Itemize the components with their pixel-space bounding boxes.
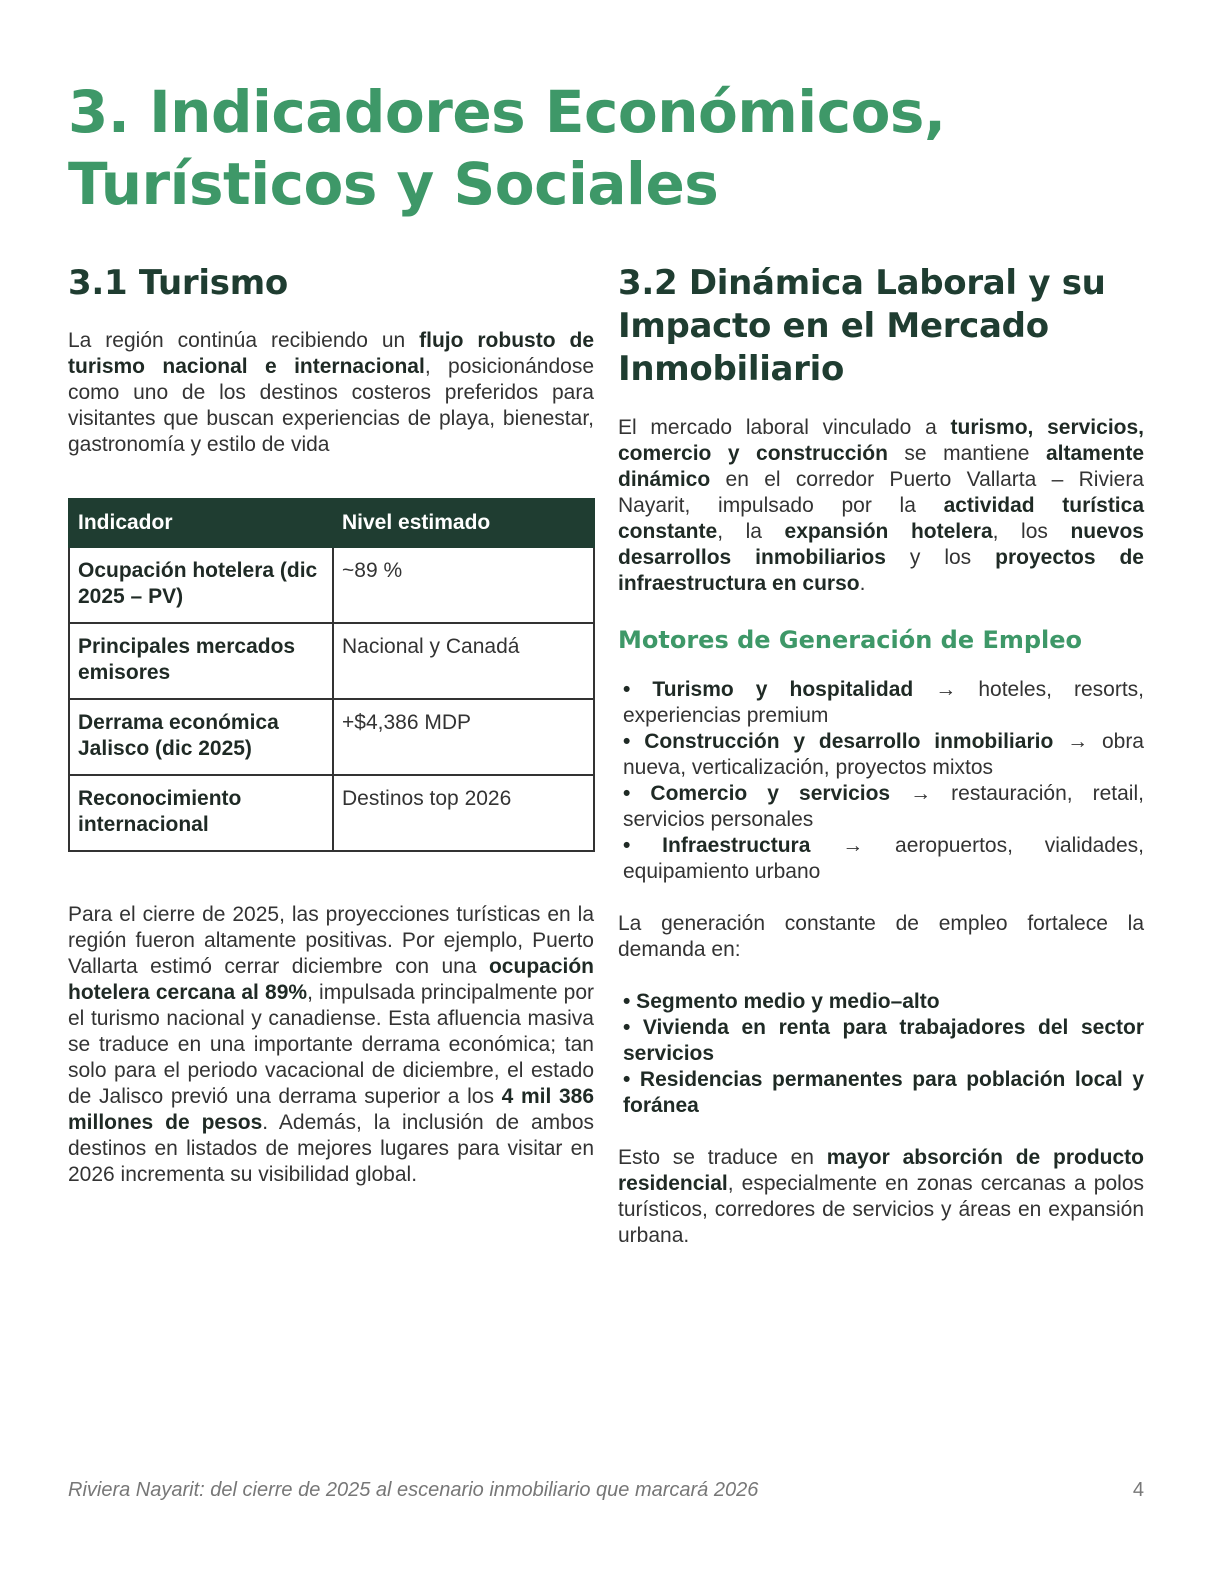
header-indicador: Indicador — [69, 499, 333, 547]
closing-text-1: Esto se traduce en — [618, 1146, 827, 1169]
indicator-cell: Derrama económica Jalisco (dic 2025) — [69, 699, 333, 775]
closing-text-2: , especialmente en zonas cercanas a polos turísticos, corredores de servicios y áreas en expansión urbana. — [618, 1172, 1144, 1247]
value-cell: Destinos top 2026 — [333, 775, 594, 851]
page-number: 4 — [1132, 1479, 1144, 1501]
value-cell: Nacional y Canadá — [333, 623, 594, 699]
motor-detail: → aeropuertos, vialidades, equipamiento urbano — [623, 834, 1144, 883]
motor-label: • Construcción y desarrollo inmobiliario — [623, 730, 1054, 753]
r1-text-3: en el corredor Puerto Vallarta – Riviera Nayarit, impulsado por la — [618, 468, 1144, 517]
left-column — [68, 262, 594, 1188]
para2-bold-1: ocupación hotelera cercana al 89% — [68, 955, 594, 1004]
r1-bold-2: altamente dinámico — [618, 442, 1145, 491]
para2-text-2: , impulsada principalmente por el turismo nacional y canadiense. Esta afluencia masiva se traduce en una importante derrama económica; tan solo para el periodo vacacional de diciembre, el estado de Jalisco previó una derrama superior a los — [68, 981, 594, 1108]
r1-bold-4: expansión hotelera — [784, 520, 993, 543]
intro-bold-1: flujo robusto de turismo nacional e internacional — [68, 329, 594, 378]
motor-label: • Comercio y servicios — [623, 782, 891, 805]
table-row — [69, 775, 594, 851]
list-item: • Residencias permanentes para población local y foránea — [623, 1068, 1144, 1117]
table-header-row — [69, 499, 594, 547]
laboral-intro-paragraph — [618, 415, 1144, 597]
r1-text-7: . — [859, 572, 866, 595]
para2-bold-2: 4 mil 386 millones de pesos — [68, 1085, 594, 1134]
indicator-cell: Reconocimiento internacional — [69, 775, 333, 851]
r1-text-4: , la — [717, 520, 785, 543]
r1-bold-1: turismo, servicios, comercio y construcción — [618, 416, 1144, 465]
para2-text-1: Para el cierre de 2025, las proyecciones turísticas en la región fueron altamente positivas. Por ejemplo, Puerto Vallarta estimó cerrar diciembre con una — [68, 903, 594, 978]
motor-label: • Turismo y hospitalidad — [623, 678, 914, 701]
turismo-projections-paragraph — [68, 902, 594, 1188]
motor-detail: → obra nueva, verticalización, proyectos mixtos — [623, 730, 1144, 779]
table-row — [69, 699, 594, 775]
indicator-cell: Principales mercados emisores — [69, 623, 333, 699]
indicator-cell: Ocupación hotelera (dic 2025 – PV) — [69, 547, 333, 623]
r1-text-2: se mantiene — [887, 442, 1046, 465]
closing-bold-1: mayor absorción de producto residencial — [618, 1146, 1144, 1195]
right-column — [618, 262, 1144, 1249]
turismo-intro-paragraph — [68, 328, 594, 458]
list-item — [623, 677, 1144, 729]
para2-text-3: . Además, la inclusión de ambos destinos en listados de mejores lugares para visitar en 2026 incrementa su visibilidad global. — [68, 1111, 594, 1186]
value-cell: +$4,386 MDP — [333, 699, 594, 775]
r1-text-6: y los — [885, 546, 996, 569]
table-row — [69, 623, 594, 699]
page-title — [68, 76, 1068, 220]
demand-list — [618, 989, 1144, 1119]
title-line-1: 3. Indicadores Económicos, — [68, 78, 946, 146]
list-item: • Vivienda en renta para trabajadores del sector servicios — [623, 1016, 1144, 1065]
title-line-2: Turísticos y Sociales — [68, 150, 719, 218]
motor-label: • Infraestructura — [623, 834, 811, 857]
motor-detail: → restauración, retail, servicios personales — [623, 782, 1144, 831]
r1-text-1: El mercado laboral vinculado a — [618, 416, 951, 439]
demand-paragraph: La generación constante de empleo fortalece la demanda en: — [618, 912, 1144, 961]
motor-detail: → hoteles, resorts, experiencias premium — [623, 678, 1144, 727]
table-row — [69, 547, 594, 623]
motores-subheading: Motores de Generación de Empleo — [618, 626, 1083, 654]
list-item: • Segmento medio y medio–alto — [623, 990, 940, 1013]
list-item — [623, 729, 1144, 781]
section-heading-turismo: 3.1 Turismo — [68, 263, 288, 303]
header-nivel-estimado: Nivel estimado — [333, 499, 594, 547]
list-item — [623, 833, 1144, 885]
r1-bold-6: proyectos de infraestructura en curso — [618, 546, 1144, 595]
intro-text-2: , posicionándose como uno de los destinos costeros preferidos para visitantes que buscan experiencias de playa, bienestar, gastronomía y estilo de vida — [68, 355, 594, 456]
intro-text-1: La región continúa recibiendo un — [68, 329, 420, 352]
list-item — [623, 781, 1144, 833]
motores-list — [618, 677, 1144, 885]
section-heading-dinamica-laboral: 3.2 Dinámica Laboral y su Impacto en el Mercado Inmobiliario — [618, 263, 1106, 389]
r1-bold-3: actividad turística constante — [618, 494, 1145, 543]
value-cell: ~89 % — [333, 547, 594, 623]
indicators-table — [68, 498, 595, 852]
r1-bold-5: nuevos desarrollos inmobiliarios — [618, 520, 1144, 569]
r1-text-5: , los — [992, 520, 1071, 543]
footer-text: Riviera Nayarit: del cierre de 2025 al escenario inmobiliario que marcará 2026 — [68, 1479, 759, 1501]
closing-paragraph — [618, 1145, 1144, 1249]
